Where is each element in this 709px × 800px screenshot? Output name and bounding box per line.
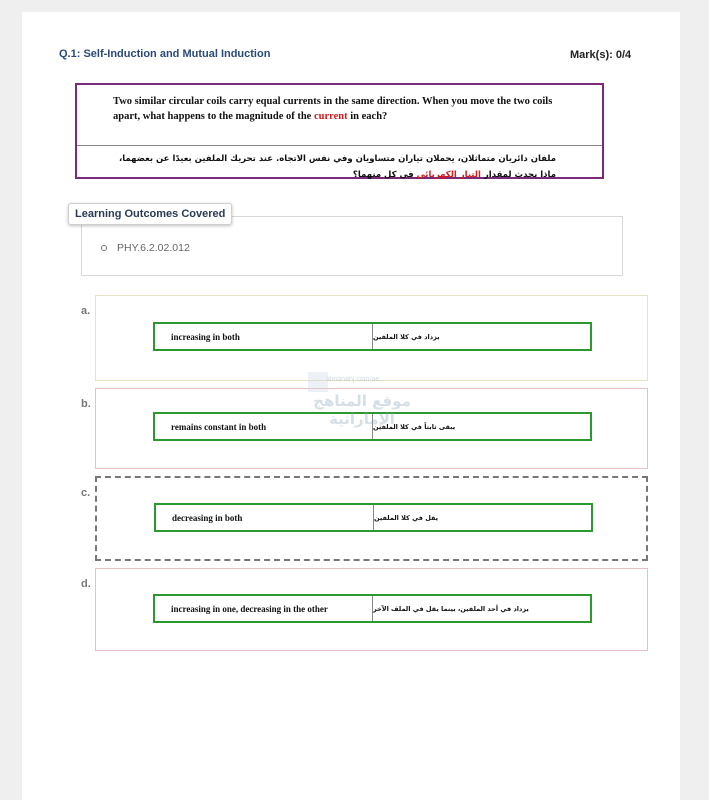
question-text-english: Two similar circular coils carry equal currents in the same direction. When you move the two coils apart, what happens to the magnitude of the current in each? (113, 96, 553, 122)
option-c-answer[interactable] (154, 503, 593, 532)
watermark-text: موقع المناهج الإماراتية (313, 392, 411, 428)
option-c-card[interactable] (95, 476, 648, 561)
option-a-arabic: يزداد في كلا الملفين (373, 332, 440, 341)
option-letter-d: d. (81, 578, 91, 590)
option-letter-b: b. (81, 398, 91, 410)
option-d-arabic: يزداد في أحد الملفين، بينما يقل في الملف الآخر (373, 604, 529, 613)
question-divider (77, 145, 602, 146)
option-d-card[interactable] (95, 568, 648, 651)
option-b-english: remains constant in both (155, 414, 373, 439)
watermark-url: almanahj.com/ae (326, 376, 380, 383)
option-d-answer[interactable] (153, 594, 592, 623)
learning-outcomes-header: Learning Outcomes Covered (68, 203, 232, 225)
highlight-current-arabic: التيار الكهربائي (416, 170, 481, 180)
learning-outcome-item: PHY.6.2.02.012 (101, 242, 190, 254)
marks-label: Mark(s): 0/4 (570, 49, 632, 61)
question-title: Q.1: Self-Induction and Mutual Induction (59, 48, 271, 60)
bullet-icon (101, 245, 107, 251)
option-a-answer[interactable] (153, 322, 592, 351)
option-a-english: increasing in both (155, 324, 373, 349)
question-text-arabic: ملفان دائريان متماثلان، يحملان تياران متساويان وفي نفس الاتجاه. عند تحريك الملفين بعيدًا عن بعضهما، ماذا يحدث لمقدار التيار الكهربائي في كل منهما؟ (118, 154, 556, 180)
highlight-current: current (313, 111, 348, 122)
option-letter-c: c. (81, 487, 91, 499)
option-d-english: increasing in one, decreasing in the other (155, 596, 373, 621)
option-c-english: decreasing in both (156, 505, 374, 530)
question-page (22, 12, 680, 800)
option-c-arabic: يقل في كلا الملفين (374, 513, 439, 522)
option-b-card[interactable] (95, 388, 648, 469)
option-a-card[interactable] (95, 295, 648, 381)
option-letter-a: a. (81, 305, 91, 317)
option-b-arabic: يبقى ثابتاً في كلا الملفين (373, 422, 456, 431)
question-box (75, 83, 604, 179)
option-b-answer[interactable] (153, 412, 592, 441)
